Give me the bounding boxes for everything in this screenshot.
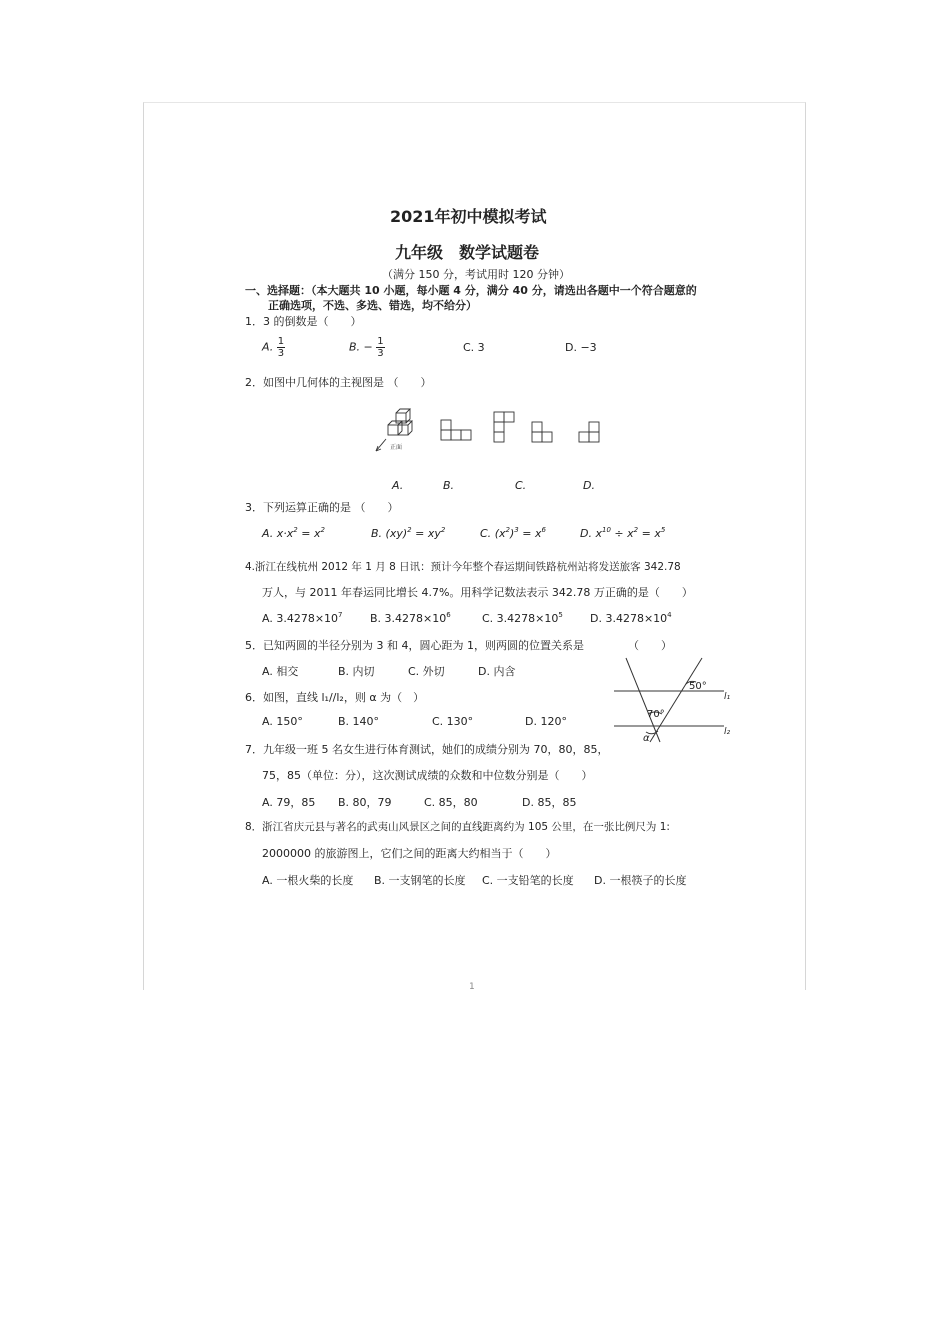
transversal-right [650, 658, 702, 742]
option-a-label: A. [262, 527, 274, 540]
option-c-label: C. [480, 527, 492, 540]
question-2-option-b: B. [443, 479, 455, 492]
question-4-option-a [262, 611, 343, 625]
angle-50-label: 50° [689, 681, 707, 692]
exponent: 2 [407, 526, 412, 534]
question-2-option-d: D. [583, 479, 595, 492]
question-6-option-d: D. 120° [525, 715, 567, 728]
question-8-option-a: A. 一根火柴的长度 [262, 874, 354, 887]
option-a-figure [441, 420, 471, 440]
exponent: 6 [446, 611, 451, 619]
question-1-option-c: C. 3 [463, 341, 485, 354]
question-6-option-b: B. 140° [338, 715, 380, 728]
fraction [376, 336, 384, 359]
option-d-figure [579, 422, 599, 442]
numerator: 1 [277, 336, 285, 347]
option-b-label: B. [371, 527, 383, 540]
numerator: 1 [377, 336, 384, 347]
option-text: C. 3.4278×10 [482, 612, 559, 625]
question-2-option-c: C. [515, 479, 527, 492]
question-6-option-a: A. 150° [262, 715, 303, 728]
option-b-label: B. − [349, 340, 373, 354]
option-a-label: A. [262, 340, 274, 354]
question-4-option-b [370, 611, 451, 625]
question-1-option-a [262, 336, 285, 359]
question-7-line-1: 7．九年级一班 5 名女生进行体育测试，她们的成绩分别为 70，80，85， [245, 743, 609, 756]
exponent: 2 [293, 526, 298, 534]
question-8-line-1: 8．浙江省庆元县与著名的武夷山风景区之间的直线距离约为 105 公里，在一张比例尺为 1: [245, 821, 670, 833]
question-2-stem: 2．如图中几何体的主视图是 （ ） [245, 376, 432, 389]
fraction [277, 336, 285, 359]
question-8-option-d: D. 一根筷子的长度 [594, 874, 687, 887]
question-4-option-c [482, 611, 563, 625]
question-5-stem: 5．已知两圆的半径分别为 3 和 4，圆心距为 1，则两圆的位置关系是 [245, 639, 584, 652]
expression: = xy [411, 527, 441, 540]
angle-70-label: 70° [647, 709, 665, 720]
section-heading-cont: 正确选项，不选、多选、错选，均不给分） [268, 299, 477, 312]
option-d-label: D. [580, 527, 592, 540]
l2-label: l₂ [724, 727, 731, 737]
question-1-option-d: D. −3 [565, 341, 597, 354]
expression: x·x [276, 527, 294, 540]
question-3-option-b [371, 526, 445, 540]
transversal-left [626, 658, 660, 742]
l1-label: l₁ [724, 692, 731, 702]
exponent: 7 [338, 611, 343, 619]
question-5-option-a: A. 相交 [262, 665, 299, 678]
denominator: 3 [377, 348, 384, 359]
page-number: 1 [469, 982, 475, 992]
question-1-stem: 1．3 的倒数是（ ） [245, 315, 362, 328]
exponent: 2 [440, 526, 446, 534]
question-6-figure [612, 652, 736, 747]
option-text: B. 3.4278×10 [370, 612, 447, 625]
section-heading: 一、选择题：（本大题共 10 小题，每小题 4 分，满分 40 分，请选出各题中一个符合题意的 [245, 284, 697, 297]
question-3-option-a [262, 526, 325, 540]
expression: x [595, 527, 602, 540]
exponent: 6 [541, 526, 546, 534]
exam-title: 2021年初中模拟考试 [390, 207, 547, 226]
option-b-figure [494, 412, 514, 442]
question-2-option-a: A. [392, 479, 404, 492]
question-1-option-b [349, 336, 385, 359]
expression: (x [494, 527, 506, 540]
expression: ÷ x [610, 527, 634, 540]
question-5-paren: （ ） [628, 639, 672, 652]
question-7-option-b: B. 80，79 [338, 796, 392, 809]
expression: (xy) [385, 527, 408, 540]
option-text: A. 3.4278×10 [262, 612, 339, 625]
alpha-label: α [643, 733, 650, 744]
exponent: 3 [514, 526, 519, 534]
expression: = x [518, 527, 542, 540]
question-2-figures [372, 405, 612, 455]
question-7-option-c: C. 85，80 [424, 796, 478, 809]
question-5-option-c: C. 外切 [408, 665, 445, 678]
exponent: 5 [558, 611, 563, 619]
exponent: 5 [660, 526, 666, 534]
exponent: 2 [320, 526, 325, 534]
question-3-stem: 3．下列运算正确的是 （ ） [245, 501, 399, 514]
question-7-option-a: A. 79，85 [262, 796, 316, 809]
option-text: D. 3.4278×10 [590, 612, 668, 625]
exam-info: （满分 150 分，考试用时 120 分钟） [382, 268, 570, 281]
exponent: 2 [633, 526, 639, 534]
exponent: 4 [667, 611, 672, 619]
question-8-line-2: 2000000 的旅游图上，它们之间的距离大约相当于（ ） [262, 847, 557, 860]
question-4-line-2: 万人，与 2011 年春运同比增长 4.7%。用科学记数法表示 342.78 万正确的是（ ） [262, 586, 693, 599]
question-3-option-c [480, 526, 546, 540]
exponent: 10 [601, 526, 611, 534]
front-label: 正面 [390, 444, 403, 451]
expression: = x [638, 527, 661, 540]
question-6-stem: 6．如图，直线 l₁//l₂，则 α 为（ ） [245, 691, 425, 704]
question-5-option-d: D. 内含 [478, 665, 516, 678]
exponent: 2 [505, 526, 510, 534]
question-4-option-d [590, 611, 672, 625]
question-8-option-c: C. 一支铅笔的长度 [482, 874, 574, 887]
expression: = x [297, 527, 321, 540]
option-c-figure [532, 422, 552, 442]
exam-subtitle: 九年级 数学试题卷 [395, 243, 540, 262]
expression: ) [509, 527, 515, 540]
question-7-option-d: D. 85，85 [522, 796, 577, 809]
question-4-line-1: 4.浙江在线杭州 2012 年 1 月 8 日讯：预计今年整个春运期间铁路杭州站将发送旅客 342.78 [245, 561, 681, 573]
question-5-option-b: B. 内切 [338, 665, 375, 678]
denominator: 3 [277, 348, 285, 359]
question-8-option-b: B. 一支钢笔的长度 [374, 874, 466, 887]
question-6-option-c: C. 130° [432, 715, 474, 728]
question-7-line-2: 75，85（单位：分），这次测试成绩的众数和中位数分别是（ ） [262, 769, 593, 782]
question-3-option-d [580, 526, 665, 540]
